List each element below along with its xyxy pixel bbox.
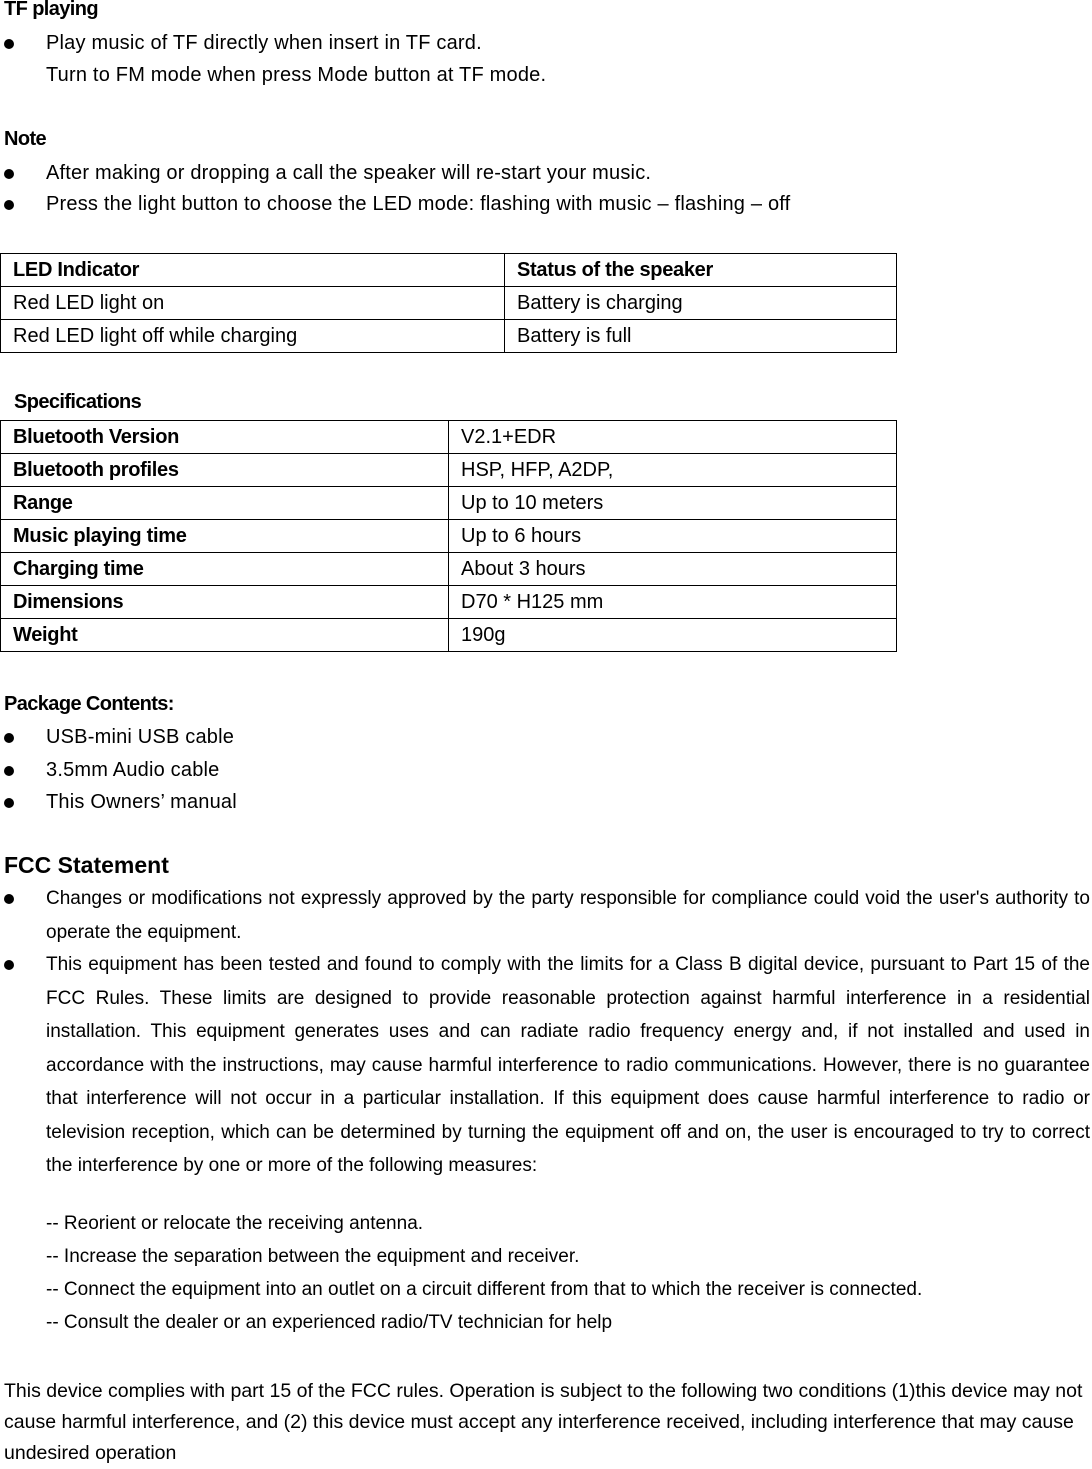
package-item-text: USB-mini USB cable (46, 726, 235, 748)
bullet-dot-icon (4, 733, 14, 743)
spec-label: Weight (1, 619, 449, 652)
led-indicator-table (0, 253, 897, 353)
table-cell: Red LED light on (1, 287, 505, 320)
fcc-measure: -- Reorient or relocate the receiving antenna. (46, 1213, 424, 1234)
spec-label: Bluetooth Version (1, 421, 449, 454)
table-row (1, 619, 897, 652)
spec-value: D70 * H125 mm (449, 586, 897, 619)
fcc-measure: -- Increase the separation between the equipment and receiver. (46, 1246, 580, 1267)
table-row (1, 320, 897, 353)
table-cell: Battery is charging (505, 287, 897, 320)
fcc-statement-heading: FCC Statement (4, 852, 169, 878)
table-row (1, 520, 897, 553)
tf-mode-line: Turn to FM mode when press Mode button at TF mode. (46, 64, 547, 86)
spec-label: Charging time (1, 553, 449, 586)
spec-value: V2.1+EDR (449, 421, 897, 454)
table-cell: Battery is full (505, 320, 897, 353)
bullet-dot-icon (4, 169, 14, 179)
note-bullet-text: Press the light button to choose the LED mode: flashing with music – flashing – off (46, 193, 791, 215)
fcc-measure: -- Consult the dealer or an experienced radio/TV technician for help (46, 1312, 613, 1333)
spec-label: Range (1, 487, 449, 520)
fcc-measure: -- Connect the equipment into an outlet on a circuit different from that to which the receiver is connected. (46, 1279, 923, 1300)
fcc-paragraph-class-b: This equipment has been tested and found to comply with the limits for a Class B digital device, pursuant to Part 15 of the FCC Rules. These limits are designed to provide reasonable protection against harmful interference in a residential installation. This equipment generates uses and can radiate radio frequency energy and, if not installed and used in accordance with the instructions, may cause harmful interference to radio communications. However, there is no guarantee that interference will not occur in a particular installation. If this equipment does cause harmful interference to radio or television reception, which can be determined by turning the equipment off and on, the user is encouraged to try to correct the interference by one or more of the following measures: (46, 954, 1090, 1176)
spec-label: Music playing time (1, 520, 449, 553)
fcc-paragraph-changes: Changes or modifications not expressly approved by the party responsible for compliance could void the user's authority to operate the equipment. (46, 888, 1090, 943)
table-row (1, 586, 897, 619)
table-header-cell: LED Indicator (1, 254, 505, 287)
spec-value: HSP, HFP, A2DP, (449, 454, 897, 487)
table-row (1, 487, 897, 520)
specifications-heading: Specifications (14, 391, 142, 413)
spec-value: 190g (449, 619, 897, 652)
table-header-row (1, 254, 897, 287)
table-header-cell: Status of the speaker (505, 254, 897, 287)
spec-value: About 3 hours (449, 553, 897, 586)
tf-playing-heading: TF playing (4, 0, 99, 20)
note-heading: Note (4, 128, 47, 150)
fcc-compliance-paragraph: This device complies with part 15 of the FCC rules. Operation is subject to the following two conditions (1)this device may not cause harmful interference, and (2) this device must accept any interference received, including interference that may cause undesired operation (4, 1380, 1083, 1464)
table-row (1, 454, 897, 487)
specifications-table (0, 420, 897, 652)
table-row (1, 553, 897, 586)
package-item-text: 3.5mm Audio cable (46, 759, 220, 781)
bullet-dot-icon (4, 39, 14, 49)
note-bullet-text: After making or dropping a call the speaker will re-start your music. (46, 162, 652, 184)
table-row (1, 421, 897, 454)
tf-bullet-text: Play music of TF directly when insert in TF card. (46, 32, 482, 54)
spec-value: Up to 10 meters (449, 487, 897, 520)
package-item-text: This Owners’ manual (46, 791, 237, 813)
package-contents-heading: Package Contents: (4, 693, 174, 715)
bullet-dot-icon (4, 894, 14, 904)
bullet-dot-icon (4, 766, 14, 776)
spec-value: Up to 6 hours (449, 520, 897, 553)
table-row (1, 287, 897, 320)
bullet-dot-icon (4, 798, 14, 808)
spec-label: Bluetooth profiles (1, 454, 449, 487)
bullet-dot-icon (4, 200, 14, 210)
spec-label: Dimensions (1, 586, 449, 619)
table-cell: Red LED light off while charging (1, 320, 505, 353)
bullet-dot-icon (4, 960, 14, 970)
